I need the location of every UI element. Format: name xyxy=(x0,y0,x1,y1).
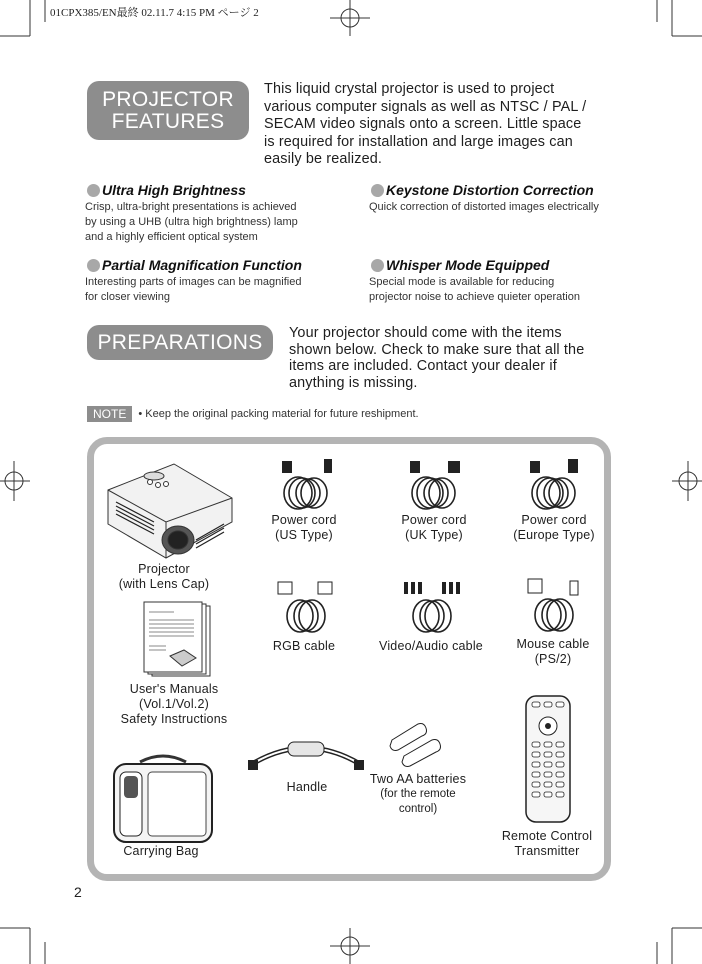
features-heading-line1: PROJECTOR xyxy=(102,87,234,111)
remote-control-image xyxy=(524,694,572,824)
feature-ultra-high-brightness xyxy=(87,182,347,245)
intro-line: is required for installation and large images can xyxy=(264,133,573,150)
caption-power-cord-us: Power cord (US Type) xyxy=(271,513,337,542)
feature-partial-magnification xyxy=(87,257,347,305)
intro-line: SECAM video signals onto a screen. Little space xyxy=(264,116,582,132)
feature-title: Whisper Mode Equipped xyxy=(386,257,550,273)
caption-rgb-cable: RGB cable xyxy=(272,639,336,653)
caption-projector: Projector (with Lens Cap) xyxy=(118,562,210,591)
intro-line: This liquid crystal projector is used to project xyxy=(264,81,555,97)
caption-power-cord-uk: Power cord (UK Type) xyxy=(401,513,467,542)
caption-remote-control: Remote Control Transmitter xyxy=(501,829,593,858)
handle-image xyxy=(248,738,364,772)
bullet-icon xyxy=(87,259,100,272)
note-row xyxy=(87,406,419,422)
bullet-icon xyxy=(371,259,384,272)
page-number: 2 xyxy=(74,884,82,900)
feature-keystone-correction xyxy=(371,182,651,215)
feature-title: Ultra High Brightness xyxy=(102,182,246,198)
feature-desc-line: and a highly efficient optical system xyxy=(85,231,258,243)
preparations-heading: PREPARATIONS xyxy=(87,325,273,360)
carrying-bag-image xyxy=(112,752,214,844)
caption-carrying-bag: Carrying Bag xyxy=(123,844,199,858)
rgb-cable-image xyxy=(276,580,336,636)
intro-line: various computer signals as well as NTSC / PAL / xyxy=(264,98,587,115)
intro-line: shown below. Check to make sure that all the xyxy=(289,341,585,358)
feature-whisper-mode xyxy=(371,257,651,305)
caption-power-cord-europe: Power cord (Europe Type) xyxy=(513,513,595,542)
power-cord-uk-image xyxy=(404,455,466,513)
features-intro xyxy=(264,81,614,169)
power-cord-europe-image xyxy=(524,455,586,513)
batteries-image xyxy=(388,720,446,770)
video-audio-cable-image xyxy=(400,580,464,636)
printer-slug: 01CPX385/EN最終 02.11.7 4:15 PM ページ 2 xyxy=(50,7,259,19)
feature-desc-line: Special mode is available for reducing xyxy=(369,276,555,288)
intro-line: easily be realized. xyxy=(264,151,383,167)
bullet-icon xyxy=(87,184,100,197)
features-heading-line2: FEATURES xyxy=(111,109,225,133)
caption-mouse-cable: Mouse cable (PS/2) xyxy=(516,637,590,666)
feature-desc-line: projector noise to achieve quieter operation xyxy=(369,291,580,303)
intro-line: Your projector should come with the items xyxy=(289,325,562,341)
intro-line: anything is missing. xyxy=(289,374,418,391)
caption-handle: Handle xyxy=(286,780,328,794)
preparations-intro xyxy=(289,325,619,391)
bullet-icon xyxy=(371,184,384,197)
features-heading xyxy=(87,81,249,140)
projector-image xyxy=(104,460,236,560)
caption-manuals: User's Manuals (Vol.1/Vol.2) Safety Instructions xyxy=(120,682,228,726)
note-text: • Keep the original packing material for future reshipment. xyxy=(138,408,419,420)
feature-desc-line: Interesting parts of images can be magnified xyxy=(85,276,302,288)
intro-line: items are included. Contact your dealer if xyxy=(289,358,557,374)
mouse-cable-image xyxy=(524,577,584,635)
feature-desc-line: Crisp, ultra-bright presentations is achieved xyxy=(85,201,297,213)
caption-batteries: Two AA batteries (for the remote control) xyxy=(369,772,467,815)
feature-title: Partial Magnification Function xyxy=(102,257,302,273)
power-cord-us-image xyxy=(276,455,338,513)
manuals-image xyxy=(144,602,214,678)
caption-video-audio-cable: Video/Audio cable xyxy=(379,639,483,653)
feature-desc-line: by using a UHB (ultra high brightness) lamp xyxy=(85,216,298,228)
feature-desc-line: Quick correction of distorted images electrically xyxy=(369,201,599,213)
note-label: NOTE xyxy=(87,406,132,422)
feature-desc-line: for closer viewing xyxy=(85,291,170,303)
feature-title: Keystone Distortion Correction xyxy=(386,182,594,198)
